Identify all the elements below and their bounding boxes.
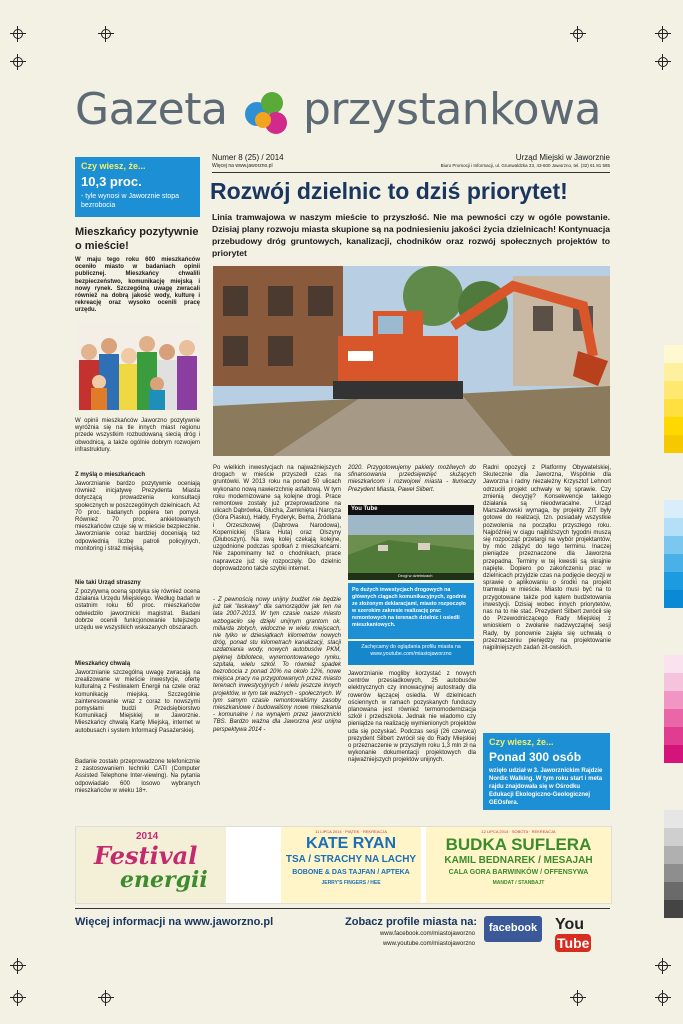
masthead-title-left: Gazeta <box>75 84 228 135</box>
color-swatch <box>664 500 683 518</box>
color-swatch <box>664 846 683 864</box>
video-caption: Po dużych inwestycjach drogowych na głównych ciągach komunikacyjnych, zgodnie ze złożonym deklaracjami, miasto rozpoczęło w szerokim zakresie realizację prac remontowych na terenach dzielnic i osiedli mieszkaniowych. <box>352 587 467 628</box>
fact-box-2 <box>483 733 610 810</box>
fact-box <box>75 157 200 217</box>
facebook-link[interactable]: www.facebook.com/miastojaworzno <box>379 931 475 937</box>
festival-name-1: Festival <box>94 841 198 870</box>
issue-number: Numer 8 (25) / 2014 <box>212 153 284 162</box>
article-column-2-bottom: Jaworznianie mogliby korzystać z nowych centrów przesiadkowych, 25 autobusów elektrycznych czy innowacyjnej autostrady dla rowerów łączącej osiedla. W dzielnicach ościennych w ramach pozyskanych funduszy planowana jest również termomodernizacja szkół i przedszkola. Jednak nie wiadomo czy pieniądze na realizację wymienionych projektów uda się pozyskać. Podczas sesji (26 czerwca) prezydent Silbert zwrócił się do Rady Miejskiej o przeznaczenie w przyszłym roku 1,3 mln zł na wykonanie dokumentacji projektowych dla najważniejszych projektów unijnych. <box>348 671 476 764</box>
website-label: Więcej na www.jaworzno.pl <box>212 163 273 169</box>
color-swatch <box>664 709 683 727</box>
article-quote: - Z pewnością nowy unijny budżet nie będzie już tak "łaskawy" dla samorządów jak ten na lata 2007-2013. W tym czasie nasze miasto wzbogaciło się dzięki unijnym grantom ok. miliarda złotych, widoczne w wielu miejscach, nie tylko w dziesiątkach kilometrów nowych dróg, ponad stu kilometrach kanalizacji, stacji uzdatniania wody, nowych autobusów PKM, pięknej bibliotece, wyremontowanego rynku, szpitala, wielu szkół. To również spadek bezrobocia z ponad 20% na około 12%, nowe miejsca pracy na przygotowanych przez miasto terenach inwestycyjnych i wielu jeszcze innych projektów, w tym tak ważnych - społecznych. W tym samym czasie remontowaliśmy zasoby mieszkaniowe i budowaliśmy nowe mieszkania - komunalne i na wynajem przez jaworznicki TBS. Bardzo ważna dla Jaworzna jest unijna perspektywa 2014 - <box>213 597 341 733</box>
day1-act: TSA / STRACHY NA LACHY <box>285 854 417 865</box>
youtube-label-you: You <box>555 916 585 933</box>
crop-mark <box>655 990 671 1006</box>
color-swatch <box>664 381 683 399</box>
fact-value: 10,3 proc. <box>81 174 142 189</box>
festival-banner[interactable] <box>75 826 612 904</box>
article-column-1: Po wielkich inwestycjach na najważniejszych drogach w mieście przyszedł czas na gruntówki. W 2013 roku na ponad 50 ulicach wykonano nową nawierzchnię asfaltową. W tym roku modernizowane są kolejne drogi. Prace remontowe zostały już przeprowadzone na ulicach Dąbrówka, Głucha, Zamknięta i Narcyza (Góra Piasku), Hałdy, Fryderyk, Bema, Źródlana i Orzeszkowej (Dąbrowa Narodowa), Kopernickiej (Stara Huta) oraz Olszyny (Dłuboszyn). Na swą kolej czekają kolejne, uzgodnione podczas spotkań z mieszkańcami. Nie zapominamy też o chodnikach, prace naprawcze już się rozpoczęły. Do dzielnic doprowadzono także szybki internet. <box>213 465 341 572</box>
color-swatch <box>664 345 683 363</box>
footer-profiles-label: Zobacz profile miasta na: <box>345 916 478 928</box>
header-divider <box>212 172 610 173</box>
color-swatch <box>664 673 683 691</box>
festival-name-2: energii <box>120 867 208 893</box>
color-swatch <box>664 882 683 900</box>
video-overlay-text: Drogi w dzielnicach <box>398 573 433 578</box>
color-swatch <box>664 518 683 536</box>
sidebar-paragraph: Jaworznianie szczególną uwagę zwracają na zrealizowane w mieście inwestycje, ofertę kulturalną z Festiwalem Energii na czele oraz komunikację miejską. Szczególnie zainteresowanie wraz z coraz to nowszymi pomysłami budzi Przedsiębiorstwo Komunikacji Miejskiej w Jaworznie. Mieszkańcy chwalą Kartę Miejską, internet w autobusach i system Informacji Pasażerskiej. <box>75 670 200 734</box>
article-lead: Linia tramwajowa w naszym mieście to przyszłość. Nie ma pewności czy w ogóle powstanie. Dzisiaj plany rozwoju miasta skupione są na podniesieniu jakości życia dzielnicach! Kontynuacja przebudowy dróg gruntowych, kanalizacji, chodników oraz rozwój społecznych projektów to priorytet <box>212 212 610 258</box>
article-headline: Rozwój dzielnic to dziś priorytet! <box>210 178 568 204</box>
day1-headliner: KATE RYAN <box>305 835 397 852</box>
footer-more-info[interactable]: Więcej informacji na www.jaworzno.pl <box>75 916 274 928</box>
color-swatch <box>664 572 683 590</box>
residents-photo <box>75 322 200 410</box>
crop-mark <box>10 958 26 974</box>
fact2-text: wzięło udział w 3. Jaworznickim Rajdzie Nordic Walking. W tym roku start i meta rajdu znajdowała się w Ośrodku Edukacji Ekologiczno-Geologicznej GEOsfera. <box>489 768 603 806</box>
youtube-link[interactable]: www.youtube.com/miastojaworzno <box>382 941 475 947</box>
festival-day-1 <box>281 827 421 903</box>
youtube-icon[interactable] <box>555 916 611 951</box>
crop-mark <box>570 26 586 42</box>
sidebar-paragraph: Z pozytywną oceną spotyka się również ocena działania Urzędu Miejskiego. Według badań w ostatnim roku 60 proc. mieszkańców odwiedziło jaworznicki magistrat. Badani dobrze ocenili funkcjonowanie tutejszego urzędu we wszystkich wskazanych obszarach. <box>75 589 200 632</box>
youtube-invite: Zachęcamy do oglądania profilu miasta na www.youtube.com/miastojaworzno <box>361 644 461 657</box>
color-swatch <box>664 810 683 828</box>
color-swatch <box>664 691 683 709</box>
facebook-icon[interactable] <box>484 916 542 942</box>
day2-headliner: BUDKA SUFLERA <box>445 835 592 854</box>
crop-mark <box>655 54 671 70</box>
masthead <box>75 84 615 144</box>
publisher-address: Biuro Promocji i Informacji, ul. Grunwaldzka 33, 43-600 Jaworzno, tel. (32) 61 81 585 <box>440 163 610 168</box>
sidebar-subheading: Mieszkańcy chwalą <box>75 661 131 667</box>
color-swatch <box>664 828 683 846</box>
crop-mark <box>10 990 26 1006</box>
color-swatch <box>664 864 683 882</box>
fact-text: - tyle wynosi w Jaworznie stopa bezrobocia <box>81 193 180 209</box>
fact-title: Czy wiesz, że... <box>81 161 146 171</box>
color-swatch <box>664 590 683 608</box>
sidebar-paragraph: Badanie zostało przeprowadzone telefonicznie z zastosowaniem techniki CATI (Computer Assisted Telephone Inter-viewing). Na pytania odpowiadało 600 losowo wybranych mieszkańców w wieku 18+. <box>75 759 200 794</box>
sidebar-lead: W maju tego roku 600 mieszkańców oceniło miasto w badaniach opinii publicznej. Mieszkańcy chwalili bezpieczeństwo, komunikację miejską i nowy rynek. Szczególną uwagę zwracali również na dobrą jakość wody, kulturę i rekreację oraz wysoko ocenili pracę urzędu. <box>75 257 200 314</box>
crop-mark <box>655 26 671 42</box>
publisher: Urząd Miejski w Jaworznie <box>515 153 610 162</box>
crop-mark <box>98 26 114 42</box>
sidebar-paragraph: Jaworznianie bardzo pozytywnie oceniają również inicjatywę Prezydenta Miasta dotyczącą prowadzenia konsultacji społecznych w poszczególnych dzielnicach. Aż 70 proc. badanych popiera ten pomysł. Również 70 proc. ankietowanych mieszkańców czuje się w mieście bezpiecznie. Jaworznianie coraz bardziej doceniają też odpowiednią liczbę patroli policyjnych, monitoring i straż miejską. <box>75 481 200 552</box>
youtube-badge-icon: You Tube <box>351 506 378 512</box>
fact2-value: Ponad 300 osób <box>489 750 582 764</box>
video-thumbnail[interactable] <box>348 505 474 580</box>
day2-act: MANDAT / STANBAJT <box>492 880 545 886</box>
color-swatch <box>664 536 683 554</box>
crop-mark <box>10 54 26 70</box>
road-works-photo <box>213 266 610 456</box>
color-swatch <box>664 417 683 435</box>
festival-logo <box>76 827 226 903</box>
color-swatch <box>664 655 683 673</box>
footer-divider <box>75 908 610 909</box>
crop-mark <box>655 958 671 974</box>
color-swatch <box>664 435 683 453</box>
crop-mark <box>98 990 114 1006</box>
color-swatch <box>664 363 683 381</box>
color-swatch <box>664 399 683 417</box>
color-swatch <box>664 727 683 745</box>
color-swatch <box>664 554 683 572</box>
youtube-label-tube: Tube <box>557 935 590 951</box>
sidebar-heading: Mieszkańcy pozytywnie o mieście! <box>75 226 199 252</box>
day1-date: 11 LIPCA 2014 · PIĄTEK · REKREACJA <box>315 829 387 834</box>
fact2-title: Czy wiesz, że... <box>489 737 554 747</box>
color-swatch <box>664 900 683 918</box>
festival-day-2 <box>426 827 611 903</box>
facebook-label: facebook <box>488 922 538 934</box>
day1-act: BOBONE & DAS TAJFAN / APTEKA <box>292 869 410 876</box>
sidebar-paragraph: W opinii mieszkańców Jaworzno pozytywnie wyróżnia się na tle innych miast regionu przede wszystkim rozbudowaną siecią dróg i obwodnicą, a także ogólnie dobrym rozwojem infrastruktury. <box>75 418 200 453</box>
logo-icon <box>241 88 295 142</box>
day2-act: CALA GORA BARWINKÓW / OFFENSYWA <box>448 869 589 876</box>
sidebar-subheading: Nie taki Urząd straszny <box>75 580 141 586</box>
sidebar-subheading: Z myślą o mieszkańcach <box>75 472 146 478</box>
youtube-invite-box[interactable] <box>348 641 474 665</box>
color-swatch <box>664 745 683 763</box>
video-caption-box <box>348 583 474 639</box>
crop-mark <box>10 26 26 42</box>
article-column-2-top: 2020. Przygotowujemy pakiety możliwych do sfinansowania przedsięwzięć służących mieszkańcom i rozwojowi miasta - tłumaczy Prezydent Miasta, Paweł Silbert. <box>348 465 476 493</box>
article-column-3: Radni opozycji z Platformy Obywatelskiej, Skutecznie dla Jaworzna, Wspólnie dla Jaworzna i radny niezależny Krzysztof Lehnort odrzucili projekt uchwały w tej sprawie. Czy zmienią decyzję? Konsekwencje takiego działania są nieodwracalne. Urząd Marszałkowski wymaga, by projekty ZIT były gotowe do realizacji, tzn. posiadały wszystkie pozwolenia na początku przyszłego roku. Najpóźniej w ciągu najbliższych tygodni muszą się rozpocząć przetargi na wybór projektantów, by móc zdążyć do tego terminu. Inaczej pieniądze przeznaczone dla Jaworzna przepadną. Terminy w tej kwestii są skrajnie napięte. Dopiero po zakończeniu prac w dzielnicach przyjdzie czas na podjęcie decyzji w sprawie o aplikowaniu o środki na projekt tramwaju w mieście. Miasto musi być na to przygotowane także pod kątem budżetowania inwestycji. Dzisiaj wobec innych priorytetów, nas na to nie stać. Prezydent Silbert zwrócił się do Przewodniczącego Rady Miejskiej z wnioskiem o zwołanie nadzwyczajnej sesji Rady, by ponownie zajęła się uchwałą o przeznaczeniu pieniędzy na projektowanie najpilniejszych zadań zit-owskich. <box>483 465 611 652</box>
day1-act: JERRY'S FINGERS / HEE <box>321 880 381 886</box>
day2-act: KAMIL BEDNAREK / MESAJAH <box>444 855 593 866</box>
masthead-title-right: przystankowa <box>303 84 601 135</box>
day2-date: 12 LIPCA 2014 · SOBOTA · REKREACJA <box>481 829 556 834</box>
festival-year: 2014 <box>136 831 159 842</box>
crop-mark <box>570 990 586 1006</box>
